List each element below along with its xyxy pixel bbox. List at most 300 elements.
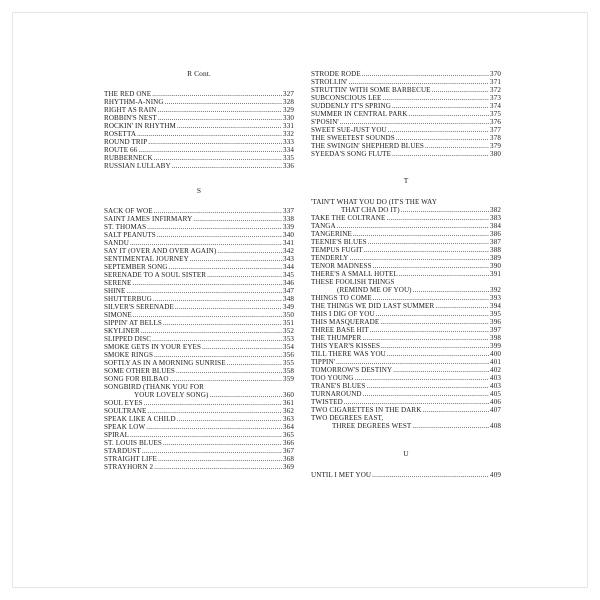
dot-leader [193,215,282,223]
entry-title: TRANE'S BLUES [311,382,366,390]
index-entry [311,254,501,262]
index-entry [104,247,294,255]
entry-title: STARDUST [104,447,141,455]
entry-title: TOMORROW'S DESTINY [311,366,393,374]
entry-page: 378 [490,134,501,142]
index-entry [311,382,501,390]
entry-page: 329 [283,106,294,114]
entry-title: SKYLINER [104,327,140,335]
dot-leader [217,247,282,255]
index-entry [311,142,501,150]
entry-page: 364 [283,423,294,431]
entry-title: TENOR MADNESS [311,262,372,270]
entry-title: ROBBIN'S NEST [104,114,157,122]
entry-page: 407 [490,406,501,414]
dot-leader [401,206,489,214]
entry-title: SOUL EYES [104,399,143,407]
index-entry [311,358,501,366]
index-entry [311,110,501,118]
dot-leader [373,262,489,270]
entry-page: 393 [490,294,501,302]
index-entry [311,326,501,334]
right-column [311,70,501,479]
entry-page: 342 [283,247,294,255]
dot-leader [408,110,489,118]
entry-page: 332 [283,130,294,138]
dot-leader [158,114,282,122]
dot-leader [148,138,282,146]
entry-page: 397 [490,326,501,334]
dot-leader [202,343,282,351]
dot-leader [152,90,282,98]
entry-page: 327 [283,90,294,98]
index-entry [104,271,294,279]
entry-page: 331 [283,122,294,130]
dot-leader [344,398,489,406]
entry-title: THE THUMPER [311,334,362,342]
entry-title: SILVER'S SERENADE [104,303,174,311]
entry-title: SEPTEMBER SONG [104,263,168,271]
entry-title: SPEAK LIKE A CHILD [104,415,176,423]
entry-page: 394 [490,302,501,310]
index-entry [311,302,501,310]
dot-leader [399,270,489,278]
entry-page: 356 [283,351,294,359]
entry-page: 343 [283,255,294,263]
entry-title: RUBBERNECK [104,154,153,162]
entry-page: 373 [490,94,501,102]
index-entry [104,447,294,455]
entry-page: 401 [490,358,501,366]
dot-leader [154,351,282,359]
dot-leader [366,382,489,390]
dot-leader [363,390,489,398]
entry-page: 363 [283,415,294,423]
dot-leader [141,327,282,335]
entry-page: 408 [490,422,501,430]
entry-title: THREE DEGREES WEST [332,422,412,430]
entry-title: STRODE RODE [311,70,361,78]
index-entry [104,439,294,447]
index-entry [104,223,294,231]
entry-title: SAY IT (OVER AND OVER AGAIN) [104,247,217,255]
dot-leader [152,335,282,343]
index-entry [104,146,294,154]
entry-title: THE THINGS WE DID LAST SUMMER [311,302,435,310]
index-entry [311,406,501,414]
entry-page: 405 [490,390,501,398]
entry-page: 403 [490,374,501,382]
index-entry [104,106,294,114]
index-entry [104,319,294,327]
dot-leader [227,359,282,367]
entry-page: 383 [490,214,501,222]
index-entry [311,398,501,406]
index-entry [311,118,501,126]
section-heading-s: S [196,186,202,195]
dot-leader [177,415,282,423]
index-entry [104,215,294,223]
index-entry [104,303,294,311]
index-entry [311,374,501,382]
entry-page: 376 [490,118,501,126]
dot-leader [146,423,282,431]
entry-title: UNTIL I MET YOU [311,471,372,479]
entry-title: SIPPIN' AT BELLS [104,319,162,327]
index-entry [104,399,294,407]
dot-leader [432,86,489,94]
dot-leader [154,463,282,471]
entry-title: SENTIMENTAL JOURNEY [104,255,189,263]
dot-leader [362,70,489,78]
entry-title: SLIPPED DISC [104,335,152,343]
entry-title: THIS YEAR'S KISSES [311,342,381,350]
entry-page: 400 [490,350,501,358]
dot-leader [422,406,489,414]
dot-leader [158,455,282,463]
entry-page: 389 [490,254,501,262]
entry-title: TURNAROUND [311,390,362,398]
entry-page: 391 [490,270,501,278]
index-entry [311,126,501,134]
entry-title: YOUR LOVELY SONG) [134,391,209,399]
entry-title: SMOKE GETS IN YOUR EYES [104,343,202,351]
entry-title: TOO YOUNG [311,374,354,382]
entry-page: 354 [283,343,294,351]
dot-leader [386,214,489,222]
dot-leader [157,106,282,114]
entry-title: (REMIND ME OF YOU) [337,286,412,294]
entry-title: STRAIGHT LIFE [104,455,157,463]
index-entry-taint [311,206,501,214]
index-entry [104,415,294,423]
entry-title: TEENIE'S BLUES [311,238,367,246]
dot-leader [392,150,489,158]
index-entry [104,154,294,162]
entry-page: 365 [283,431,294,439]
dot-leader [336,358,489,366]
left-column [104,70,294,471]
dot-leader [153,295,282,303]
entry-title: SONG FOR BILBAO [104,375,169,383]
dot-leader [392,102,489,110]
entry-page: 346 [283,279,294,287]
entry-title: RUSSIAN LULLABY [104,162,171,170]
u-list [311,471,501,479]
dot-leader [368,238,489,246]
dot-leader [126,287,282,295]
entry-title: TWO CIGARETTES IN THE DARK [311,406,422,414]
entry-title: THINGS TO COME [311,294,372,302]
entry-page: 367 [283,447,294,455]
dot-leader [130,239,282,247]
index-entry [104,455,294,463]
dot-leader [362,334,489,342]
s-list-a [104,207,294,383]
index-entry [104,287,294,295]
entry-title: TWISTED [311,398,343,406]
entry-title: SERENADE TO A SOUL SISTER [104,271,207,279]
index-entry [104,114,294,122]
dot-leader [175,303,282,311]
entry-title: SHINE [104,287,126,295]
entry-page: 372 [490,86,501,94]
entry-title: S'POSIN' [311,118,339,126]
index-entry [311,318,501,326]
entry-title: ST. LOUIS BLUES [104,439,162,447]
entry-page: 390 [490,262,501,270]
entry-title: TENDERLY [311,254,349,262]
index-entry [104,407,294,415]
dot-leader [163,439,282,447]
index-entry [311,366,501,374]
dot-leader [168,263,282,271]
entry-title: SOME OTHER BLUES [104,367,175,375]
index-entry [311,310,501,318]
dot-leader [425,142,489,150]
index-entry [104,122,294,130]
entry-page: 341 [283,239,294,247]
entry-page: 359 [283,375,294,383]
index-entry [311,150,501,158]
entry-title: TEMPUS FUGIT [311,246,363,254]
entry-page: 406 [490,398,501,406]
section-heading-r-cont: R Cont. [187,69,211,78]
entry-title: ROSETTA [104,130,137,138]
entry-title: SOFTLY AS IN A MORNING SUNRISE [104,359,226,367]
dot-leader [387,350,489,358]
entry-title: SUMMER IN CENTRAL PARK [311,110,408,118]
dot-leader [348,78,489,86]
entry-page: 348 [283,295,294,303]
entry-title: THAT CHA DO IT) [341,206,400,214]
r-cont-list [104,90,294,170]
entry-title: SOULTRANE [104,407,147,415]
dot-leader [132,279,282,287]
index-entry [104,327,294,335]
dot-leader [165,98,282,106]
entry-page: 387 [490,238,501,246]
index-entry [104,367,294,375]
dot-leader [177,122,282,130]
entry-title: RIGHT AS RAIN [104,106,157,114]
entry-page: 409 [490,471,501,479]
entry-title: SANDU [104,239,129,247]
index-entry-foolish-line1: THESE FOOLISH THINGS [311,278,395,286]
entry-page: 384 [490,222,501,230]
entry-title: SPEAK LOW [104,423,146,431]
index-entry [104,90,294,98]
entry-title: SYEEDA'S SONG FLUTE [311,150,392,158]
entry-page: 330 [283,114,294,122]
index-entry-songbird-line1: SONGBIRD (THANK YOU FOR [104,383,204,391]
dot-leader [133,311,282,319]
dot-leader [147,223,282,231]
index-entry-two-degrees [311,422,501,430]
entry-title: THE SWEETEST SOUNDS [311,134,395,142]
entry-page: 370 [490,70,501,78]
entry-page: 352 [283,327,294,335]
dot-leader [353,230,489,238]
index-entry [104,239,294,247]
entry-page: 344 [283,263,294,271]
dot-leader [130,431,282,439]
entry-title: SUBCONSCIOUS LEE [311,94,382,102]
dot-leader [154,154,282,162]
entry-title: SHUTTERBUG [104,295,152,303]
entry-title: TANGERINE [311,230,352,238]
entry-title: TILL THERE WAS YOU [311,350,386,358]
entry-page: 379 [490,142,501,150]
entry-page: 368 [283,455,294,463]
index-entry [104,162,294,170]
entry-title: SACK OF WOE [104,207,153,215]
dot-leader [388,126,489,134]
index-entry [104,311,294,319]
dot-leader [354,374,489,382]
index-entry [311,334,501,342]
entry-page: 392 [490,286,501,294]
entry-title: ROCKIN' IN RHYTHM [104,122,176,130]
entry-page: 355 [283,359,294,367]
entry-page: 374 [490,102,501,110]
index-entry [311,222,501,230]
dot-leader [190,255,282,263]
entry-page: 336 [283,162,294,170]
entry-page: 399 [490,342,501,350]
dot-leader [207,271,282,279]
dot-leader [364,246,489,254]
index-entry-two-degrees-line1: TWO DEGREES EAST, [311,414,384,422]
entry-page: 351 [283,319,294,327]
entry-title: STRUTTIN' WITH SOME BARBECUE [311,86,431,94]
dot-leader [137,130,282,138]
index-entry [311,70,501,78]
entry-title: THERE'S A SMALL HOTEL [311,270,398,278]
index-entry [311,246,501,254]
dot-leader [138,146,282,154]
index-entry [311,214,501,222]
index-entry [311,270,501,278]
dot-leader [144,399,282,407]
index-entry [104,359,294,367]
entry-page: 335 [283,154,294,162]
entry-title: TAKE THE COLTRANE [311,214,386,222]
entry-title: SPIRAL [104,431,130,439]
index-entry [311,262,501,270]
index-entry [311,94,501,102]
index-entry [104,207,294,215]
index-entry [104,375,294,383]
dot-leader [176,367,282,375]
entry-title: STRAYHORN 2 [104,463,154,471]
page-border [12,12,588,588]
entry-title: SERENE [104,279,132,287]
dot-leader [380,318,489,326]
entry-page: 377 [490,126,501,134]
dot-leader [435,302,489,310]
s-cont-list [311,70,501,158]
index-entry [104,255,294,263]
entry-title: THE RED ONE [104,90,152,98]
entry-page: 361 [283,399,294,407]
entry-page: 366 [283,439,294,447]
entry-title: THIS MASQUERADE [311,318,380,326]
entry-page: 333 [283,138,294,146]
dot-leader [157,231,282,239]
entry-title: THIS I DIG OF YOU [311,310,375,318]
entry-title: SWEET SUE-JUST YOU [311,126,387,134]
dot-leader [393,366,489,374]
dot-leader [412,422,489,430]
dot-leader [170,375,282,383]
index-entry-taint-line1: 'TAIN'T WHAT YOU DO (IT'S THE WAY [311,198,437,206]
section-heading-u: U [403,449,409,458]
entry-page: 388 [490,246,501,254]
index-entry [104,138,294,146]
index-entry [104,130,294,138]
dot-leader [382,94,489,102]
entry-page: 403 [490,382,501,390]
entry-title: SUDDENLY IT'S SPRING [311,102,391,110]
entry-page: 347 [283,287,294,295]
index-entry [104,423,294,431]
entry-page: 360 [283,391,294,399]
index-entry [311,78,501,86]
dot-leader [337,222,489,230]
index-entry-foolish [311,286,501,294]
dot-leader [209,391,282,399]
entry-title: TANGA [311,222,336,230]
dot-leader [147,407,282,415]
entry-page: 353 [283,335,294,343]
index-entry [104,335,294,343]
index-entry [311,230,501,238]
entry-page: 338 [283,215,294,223]
entry-page: 345 [283,271,294,279]
dot-leader [396,134,489,142]
index-entry [311,86,501,94]
entry-page: 402 [490,366,501,374]
dot-leader [372,471,489,479]
entry-title: ROUND TRIP [104,138,148,146]
s-list-b [104,399,294,471]
entry-page: 386 [490,230,501,238]
index-entry [104,279,294,287]
entry-page: 398 [490,334,501,342]
entry-page: 362 [283,407,294,415]
index-entry [311,471,501,479]
dot-leader [370,326,489,334]
dot-leader [413,286,489,294]
entry-page: 395 [490,310,501,318]
index-entry [311,342,501,350]
entry-page: 396 [490,318,501,326]
entry-page: 340 [283,231,294,239]
entry-title: STROLLIN' [311,78,348,86]
index-entry [311,238,501,246]
entry-page: 358 [283,367,294,375]
dot-leader [142,447,282,455]
index-entry [104,98,294,106]
entry-page: 339 [283,223,294,231]
entry-page: 334 [283,146,294,154]
index-entry [311,390,501,398]
entry-page: 349 [283,303,294,311]
entry-page: 375 [490,110,501,118]
entry-title: SALT PEANUTS [104,231,156,239]
entry-title: RHYTHM-A-NING [104,98,164,106]
